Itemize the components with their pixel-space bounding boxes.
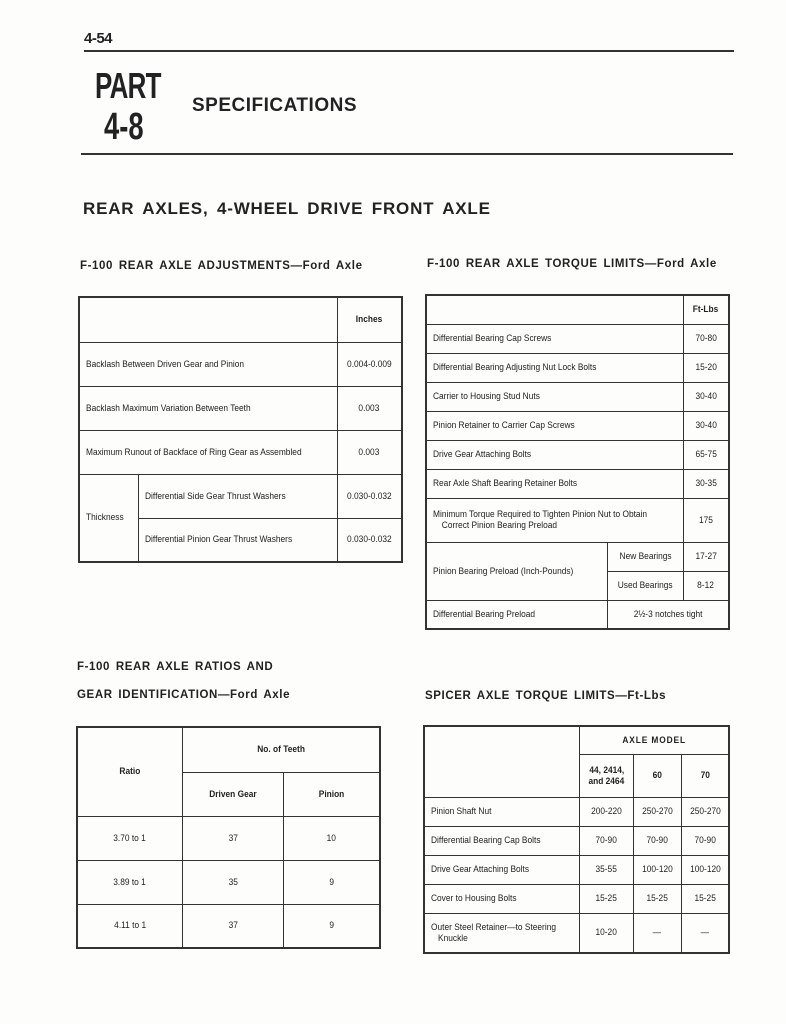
- diff-preload-label: Differential Bearing Preload: [426, 600, 608, 629]
- table-row-value: 35-55: [580, 855, 634, 884]
- adjustments-title: F-100 REAR AXLE ADJUSTMENTS—Ford Axle: [80, 260, 363, 272]
- table-row-value: 0.003: [338, 386, 402, 430]
- table-row-value: 15-20: [683, 353, 729, 382]
- preload-new-value: 17-27: [683, 542, 729, 571]
- spicer-table: [423, 725, 730, 954]
- torque-unit-header: Ft-Lbs: [683, 295, 729, 324]
- table-row-driven: 35: [182, 860, 284, 904]
- table-row-value: —: [681, 913, 729, 953]
- table-row-value: 175: [683, 498, 729, 542]
- table-row-value: —: [633, 913, 681, 953]
- table-row-value: 250-270: [633, 797, 681, 826]
- spicer-title: SPICER AXLE TORQUE LIMITS—Ft-Lbs: [425, 690, 667, 702]
- driven-header: Driven Gear: [182, 772, 284, 816]
- teeth-header: No. of Teeth: [182, 727, 380, 772]
- table-row-label: Differential Pinion Gear Thrust Washers: [139, 518, 338, 562]
- preload-used-value: 8-12: [683, 571, 729, 600]
- ratio-header: Ratio: [77, 727, 182, 816]
- preload-new-label: New Bearings: [608, 542, 683, 571]
- table-row-pinion: 9: [284, 904, 380, 948]
- adjustments-unit-header: Inches: [338, 297, 402, 342]
- table-row-label: Pinion Retainer to Carrier Cap Screws: [426, 411, 683, 440]
- pinion-header: Pinion: [284, 772, 380, 816]
- preload-label: Pinion Bearing Preload (Inch-Pounds): [426, 542, 608, 600]
- adjustments-table: [78, 296, 403, 563]
- table-row-ratio: 4.11 to 1: [77, 904, 182, 948]
- header-rule: [84, 50, 734, 52]
- torque-limits-title: F-100 REAR AXLE TORQUE LIMITS—Ford Axle: [427, 258, 717, 270]
- table-row-value: 70-80: [683, 324, 729, 353]
- torque-header-blank: [426, 295, 683, 324]
- table-row-value: 70-90: [681, 826, 729, 855]
- table-row-pinion: 10: [284, 816, 380, 860]
- table-row-label: Backlash Between Driven Gear and Pinion: [79, 342, 338, 386]
- part-label: PART: [95, 65, 161, 106]
- table-row-label: Differential Bearing Adjusting Nut Lock Bolts: [426, 353, 683, 382]
- model-col2-header: 60: [633, 754, 681, 797]
- table-row-value: 0.004-0.009: [338, 342, 402, 386]
- table-row-ratio: 3.70 to 1: [77, 816, 182, 860]
- table-row-label: Outer Steel Retainer—to Steering Knuckle: [424, 913, 580, 953]
- table-row-value: 100-120: [633, 855, 681, 884]
- model-col1-header: 44, 2414, and 2464: [580, 754, 634, 797]
- table-row-value: 15-25: [681, 884, 729, 913]
- table-row-label: Rear Axle Shaft Bearing Retainer Bolts: [426, 469, 683, 498]
- ratios-title-line2: GEAR IDENTIFICATION—Ford Axle: [77, 689, 291, 701]
- thickness-label: Thickness: [79, 474, 139, 562]
- table-row-label: Minimum Torque Required to Tighten Pinion Nut to Obtain Correct Pinion Bearing Preload: [426, 498, 683, 542]
- diff-preload-value: 2½-3 notches tight: [608, 600, 729, 629]
- adjustments-header-blank: [79, 297, 338, 342]
- table-row-value: 200-220: [580, 797, 634, 826]
- part-rule: [81, 153, 733, 155]
- table-row-value: 250-270: [681, 797, 729, 826]
- table-row-driven: 37: [182, 816, 284, 860]
- page-number: 4-54: [84, 30, 113, 47]
- table-row-label: Maximum Runout of Backface of Ring Gear as Assembled: [79, 430, 338, 474]
- table-row-label: Backlash Maximum Variation Between Teeth: [79, 386, 338, 430]
- torque-limits-table: [425, 294, 730, 630]
- table-row-value: 0.003: [338, 430, 402, 474]
- table-row-label: Pinion Shaft Nut: [424, 797, 580, 826]
- table-row-value: 30-40: [683, 411, 729, 440]
- spicer-header-blank: [424, 726, 580, 797]
- table-row-label: Cover to Housing Bolts: [424, 884, 580, 913]
- table-row-value: 30-40: [683, 382, 729, 411]
- table-row-label: Drive Gear Attaching Bolts: [426, 440, 683, 469]
- table-row-value: 70-90: [580, 826, 634, 855]
- table-row-value: 0.030-0.032: [338, 474, 402, 518]
- table-row-value: 70-90: [633, 826, 681, 855]
- table-row-value: 15-25: [580, 884, 634, 913]
- table-row-ratio: 3.89 to 1: [77, 860, 182, 904]
- section-title: REAR AXLES, 4-WHEEL DRIVE FRONT AXLE: [83, 199, 491, 218]
- table-row-label: Differential Bearing Cap Screws: [426, 324, 683, 353]
- table-row-label: Drive Gear Attaching Bolts: [424, 855, 580, 884]
- part-title: SPECIFICATIONS: [192, 95, 357, 116]
- ratios-title-line1: F-100 REAR AXLE RATIOS AND: [77, 661, 274, 673]
- table-row-driven: 37: [182, 904, 284, 948]
- table-row-value: 30-35: [683, 469, 729, 498]
- table-row-value: 100-120: [681, 855, 729, 884]
- table-row-label: Differential Bearing Cap Bolts: [424, 826, 580, 855]
- table-row-label: Carrier to Housing Stud Nuts: [426, 382, 683, 411]
- ratios-table: [76, 726, 381, 949]
- table-row-value: 10-20: [580, 913, 634, 953]
- table-row-value: 65-75: [683, 440, 729, 469]
- table-row-value: 0.030-0.032: [338, 518, 402, 562]
- axle-model-header: AXLE MODEL: [580, 726, 730, 754]
- table-row-pinion: 9: [284, 860, 380, 904]
- model-col3-header: 70: [681, 754, 729, 797]
- preload-used-label: Used Bearings: [608, 571, 683, 600]
- part-number: 4-8: [104, 106, 144, 148]
- table-row-value: 15-25: [633, 884, 681, 913]
- table-row-label: Differential Side Gear Thrust Washers: [139, 474, 338, 518]
